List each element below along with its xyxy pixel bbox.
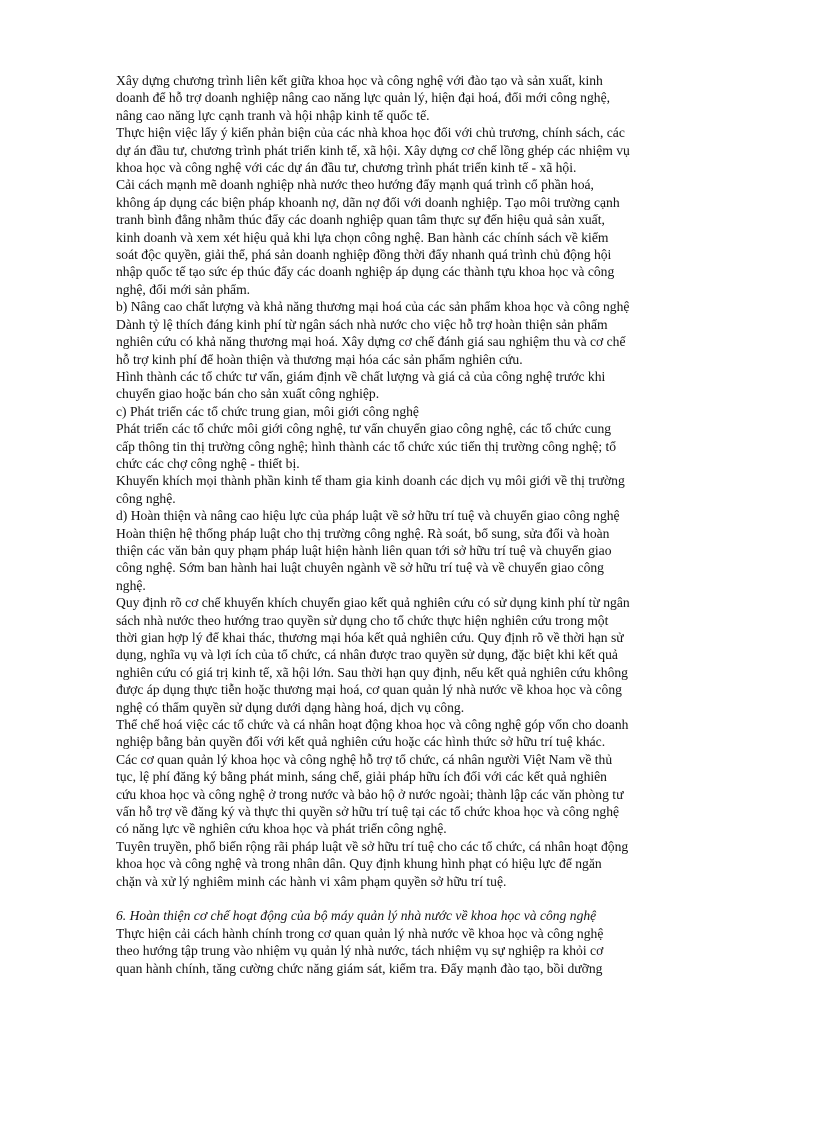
text-line: khoa học và công nghệ và trong nhân dân. Quy định khung hình phạt có hiệu lực để ngăn xyxy=(116,856,602,872)
text-line: Khuyến khích mọi thành phần kinh tế tham gia kinh doanh các dịch vụ môi giới về thị trường xyxy=(116,473,625,489)
text-line: theo hướng tập trung vào nhiệm vụ quản lý nhà nước, tách nhiệm vụ sự nghiệp ra khỏi cơ xyxy=(116,943,604,959)
text-line: Xây dựng chương trình liên kết giữa khoa học và công nghệ với đào tạo và sản xuất, kinh xyxy=(116,73,603,88)
text-line: công nghệ. Sớm ban hành hai luật chuyên ngành về sở hữu trí tuệ và về chuyển giao công xyxy=(116,560,604,576)
text-line: nghiên cứu có khả năng thương mại hoá. Xây dựng cơ chế đánh giá sau nghiệm thu và cơ chế xyxy=(116,334,626,350)
text-line: dự án đầu tư, chương trình phát triển kinh tế, xã hội. Xây dựng cơ chế lồng ghép các nhiệm vụ xyxy=(116,142,630,158)
text-line: nhập quốc tế tạo sức ép thúc đẩy các doanh nghiệp áp dụng các thành tựu khoa học và công xyxy=(116,264,615,280)
text-line: tranh bình đẳng nhằm thúc đẩy các doanh nghiệp quan tâm thực sự đến hiệu quả sản xuất, xyxy=(116,212,605,228)
text-line: hỗ trợ kinh phí để hoàn thiện và thương mại hóa các sản phẩm nghiên cứu. xyxy=(116,351,523,367)
text-line: cứu khoa học và công nghệ ở trong nước và bảo hộ ở nước ngoài; thành lập các văn phòng tư xyxy=(116,786,624,802)
text-line: cấp thông tin thị trường công nghệ; hình thành các tổ chức xúc tiến thị trường công nghệ; tổ xyxy=(116,438,617,454)
text-line: chức các chợ công nghệ - thiết bị. xyxy=(116,455,300,471)
text-line: Phát triển các tổ chức môi giới công nghệ, tư vấn chuyển giao công nghệ, các tổ chức cung xyxy=(116,421,612,437)
document-page xyxy=(116,72,736,977)
text-line: Thể chế hoá việc các tổ chức và cá nhân hoạt động khoa học và công nghệ góp vốn cho doanh xyxy=(116,717,629,733)
text-line: Cải cách mạnh mẽ doanh nghiệp nhà nước theo hướng đẩy mạnh quá trình cổ phần hoá, xyxy=(116,177,594,193)
text-line: nghệ. xyxy=(116,577,146,593)
text-line: sách nhà nước theo hướng trao quyền sử dụng cho tổ chức thực hiện nghiên cứu trong một xyxy=(116,612,609,628)
text-line: Thực hiện việc lấy ý kiến phản biện của các nhà khoa học đối với chủ trương, chính sách, các xyxy=(116,125,625,141)
text-line: chuyển giao hoặc bán cho sản xuất công nghiệp. xyxy=(116,386,380,402)
body-text xyxy=(116,72,736,890)
text-line: b) Nâng cao chất lượng và khả năng thương mại hoá của các sản phẩm khoa học và công nghệ xyxy=(116,299,630,315)
text-line: nâng cao năng lực cạnh tranh và hội nhập kinh tế quốc tế. xyxy=(116,107,430,123)
text-line: Hoàn thiện hệ thống pháp luật cho thị trường công nghệ. Rà soát, bổ sung, sửa đổi và hoàn xyxy=(116,525,610,541)
section-heading: 6. Hoàn thiện cơ chế hoạt động của bộ máy quản lý nhà nước về khoa học và công nghệ xyxy=(116,908,597,924)
text-line: Các cơ quan quản lý khoa học và công nghệ hỗ trợ tổ chức, cá nhân người Việt Nam về thủ xyxy=(116,751,613,767)
text-line: nghệ, đổi mới sản phẩm. xyxy=(116,281,251,297)
text-line: thiện các văn bản quy phạm pháp luật hiện hành liên quan tới sở hữu trí tuệ và chuyển giao xyxy=(116,542,612,558)
text-line: chặn và xử lý nghiêm minh các hành vi xâm phạm quyền sở hữu trí tuệ. xyxy=(116,873,507,889)
text-line: vấn hỗ trợ về đăng ký và thực thi quyền sở hữu trí tuệ tại các tổ chức khoa học và công nghệ xyxy=(116,804,620,820)
text-line: tục, lệ phí đăng ký bằng phát minh, sáng chế, giải pháp hữu ích đối với các kết quả nghiên xyxy=(116,769,607,785)
text-line: khoa học và công nghệ với các dự án đầu tư, chương trình phát triển kinh tế - xã hội. xyxy=(116,160,577,176)
text-line: kinh doanh và xem xét hiệu quả khi lựa chọn công nghệ. Ban hành các chính sách về kiểm xyxy=(116,229,609,245)
text-line: Quy định rõ cơ chế khuyến khích chuyển giao kết quả nghiên cứu có sử dụng kinh phí từ ngân xyxy=(116,595,630,611)
text-line: dụng, nghĩa vụ và lợi ích của tổ chức, cá nhân được trao quyền sử dụng, đặc biệt khi kết quả xyxy=(116,647,618,663)
text-line: soát độc quyền, giải thể, phá sản doanh nghiệp đồng thời đẩy nhanh quá trình chủ động hội xyxy=(116,247,612,263)
text-line: nghiên cứu có giá trị kinh tế, xã hội lớn. Sau thời hạn quy định, nếu kết quả nghiên cứu không xyxy=(116,664,628,680)
section-body-text xyxy=(116,925,736,977)
text-line: Thực hiện cải cách hành chính trong cơ quan quản lý nhà nước về khoa học và công nghệ xyxy=(116,925,604,941)
text-line: không áp dụng các biện pháp khoanh nợ, dãn nợ đối với doanh nghiệp. Tạo môi trường cạnh xyxy=(116,194,620,210)
text-line: có năng lực về nghiên cứu khoa học và phát triển công nghệ. xyxy=(116,821,447,837)
text-line: d) Hoàn thiện và nâng cao hiệu lực của pháp luật về sở hữu trí tuệ và chuyển giao công nghệ xyxy=(116,508,620,524)
text-line: thời gian hợp lý để khai thác, thương mại hóa kết quả nghiên cứu. Quy định rõ về thời hạn sử xyxy=(116,630,624,645)
text-line: doanh để hỗ trợ doanh nghiệp nâng cao năng lực quản lý, hiện đại hoá, đổi mới công nghệ, xyxy=(116,90,611,106)
text-line: c) Phát triển các tổ chức trung gian, môi giới công nghệ xyxy=(116,403,419,419)
text-line: Hình thành các tổ chức tư vấn, giám định về chất lượng và giá cả của công nghệ trước khi xyxy=(116,368,606,384)
text-line: Dành tỷ lệ thích đáng kinh phí từ ngân sách nhà nước cho việc hỗ trợ hoàn thiện sản phẩm xyxy=(116,316,608,332)
text-line: nghệ có thẩm quyền sử dụng dưới dạng hàng hoá, dịch vụ công. xyxy=(116,699,465,715)
text-line: công nghệ. xyxy=(116,490,176,506)
text-line: quan hành chính, tăng cường chức năng giám sát, kiểm tra. Đẩy mạnh đào tạo, bồi dưỡng xyxy=(116,960,603,976)
text-line: Tuyên truyền, phổ biến rộng rãi pháp luật về sở hữu trí tuệ cho các tổ chức, cá nhân hoạt động xyxy=(116,838,629,854)
text-line: được áp dụng thực tiễn hoặc thương mại hoá, cơ quan quản lý nhà nước về khoa học và công xyxy=(116,682,622,698)
text-line: nghiệp bằng bản quyền đối với kết quả nghiên cứu hoặc các hình thức sở hữu trí tuệ khác. xyxy=(116,734,606,750)
